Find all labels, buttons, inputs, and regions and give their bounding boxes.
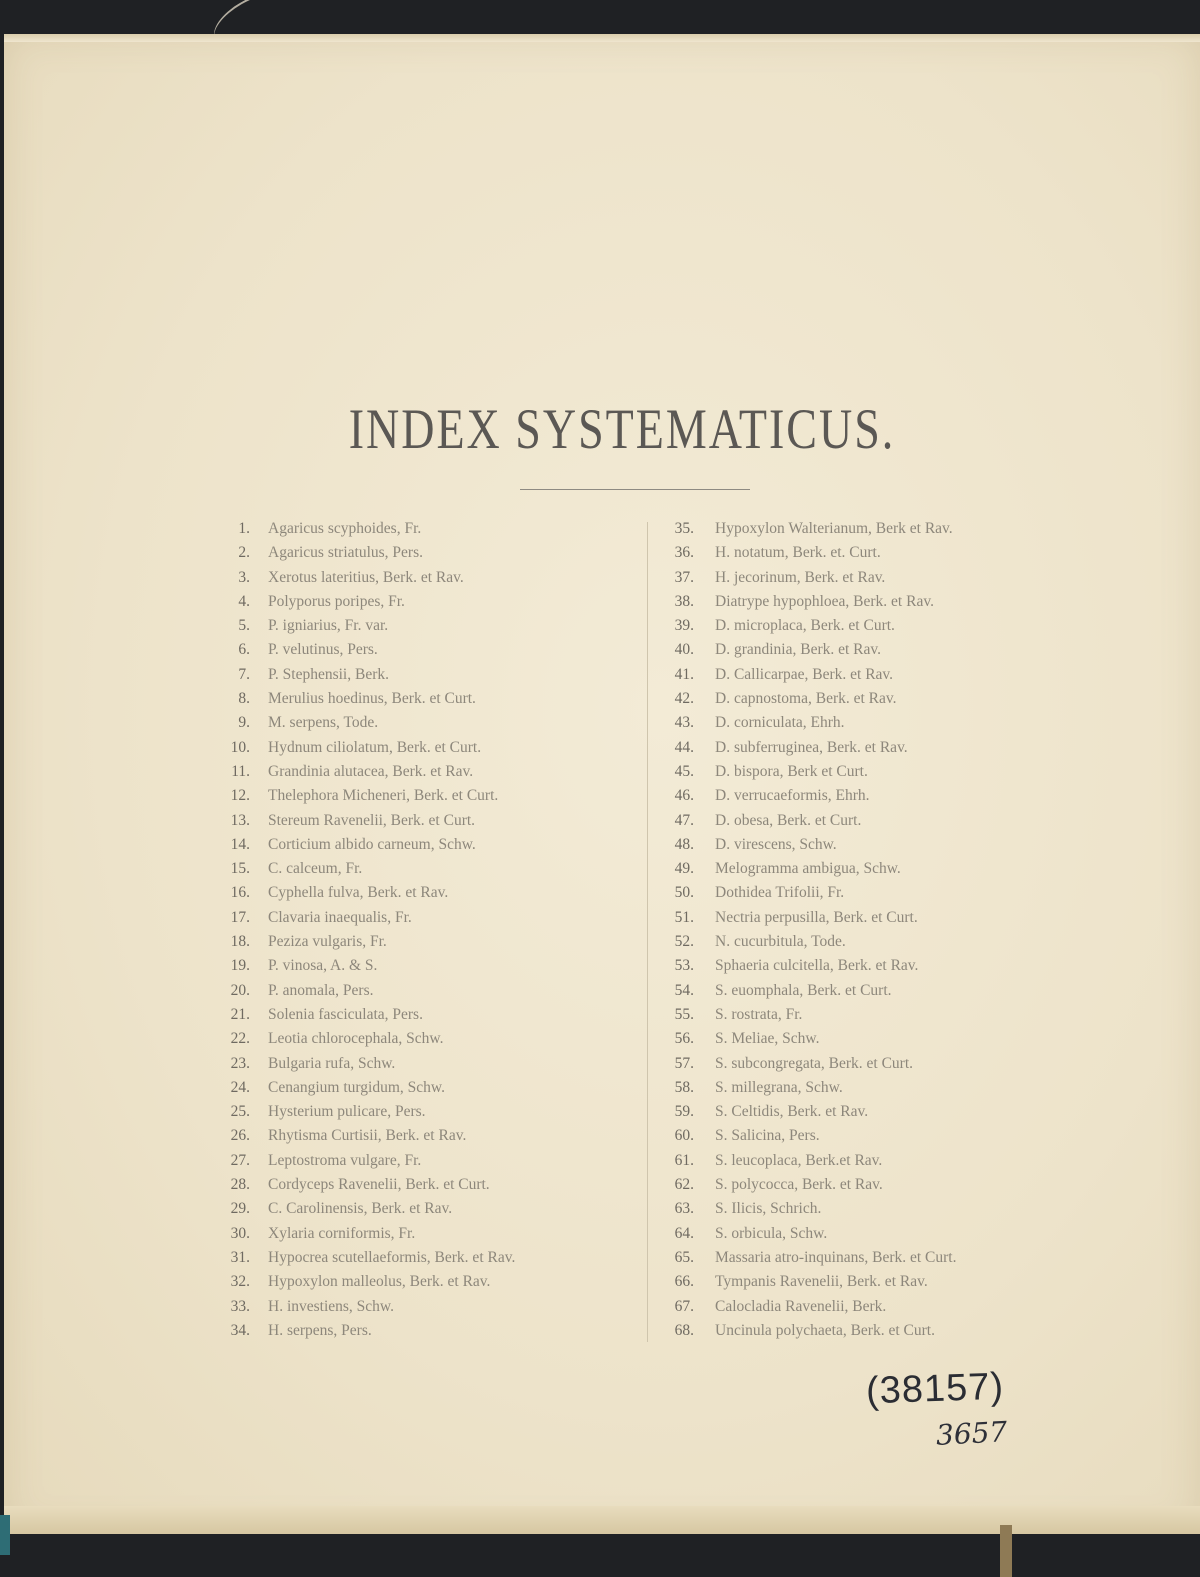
entry-species-name: H. jecorinum, Berk. et Rav. [715, 568, 886, 586]
index-entry [200, 1027, 640, 1051]
entry-species-name: S. euomphala, Berk. et Curt. [715, 981, 892, 999]
index-entry [656, 1003, 1200, 1027]
index-entry [200, 517, 640, 541]
entry-species-name: Polyporus poripes, Fr. [268, 592, 405, 610]
index-entry [656, 784, 1200, 808]
entry-species-name: Thelephora Micheneri, Berk. et Curt. [268, 787, 499, 805]
entry-number: 35. [674, 520, 694, 537]
entry-species-name: P. igniarius, Fr. var. [268, 617, 389, 635]
entry-number: 67. [674, 1297, 694, 1315]
index-entry [200, 614, 640, 638]
entry-species-name: S. millegrana, Schw. [715, 1078, 843, 1096]
entry-species-name: Clavaria inaequalis, Fr. [268, 908, 412, 926]
index-entry [200, 930, 640, 954]
entry-number: 40. [674, 641, 694, 659]
entry-species-name: Massaria atro-inquinans, Berk. et Curt. [715, 1248, 957, 1266]
entry-number: 47. [674, 811, 694, 829]
entry-species-name: Leotia chlorocephala, Schw. [268, 1030, 444, 1048]
index-entry [656, 760, 1200, 784]
index-column-left [200, 517, 640, 1343]
entry-number: 49. [674, 860, 694, 878]
entry-number: 12. [230, 787, 250, 805]
entry-species-name: Uncinula polychaeta, Berk. et Curt. [715, 1321, 935, 1339]
index-entry [200, 906, 640, 930]
entry-species-name: Cordyceps Ravenelii, Berk. et Curt. [268, 1176, 490, 1194]
index-entry [656, 1246, 1200, 1270]
entry-species-name: Hypoxylon malleolus, Berk. et Rav. [268, 1273, 491, 1291]
entry-species-name: H. serpens, Pers. [268, 1321, 372, 1339]
entry-number: 42. [674, 690, 694, 708]
entry-number: 27. [230, 1151, 250, 1169]
index-entry [200, 1003, 640, 1027]
entry-species-name: S. Celtidis, Berk. et Rav. [715, 1103, 869, 1121]
index-entry [200, 663, 640, 687]
handwritten-shelf-mark: 3657 [935, 1415, 1009, 1452]
index-entry [200, 784, 640, 808]
entry-number: 33. [230, 1297, 250, 1315]
index-entry [200, 760, 640, 784]
entry-number: 60. [674, 1127, 694, 1145]
entry-species-name: D. grandinia, Berk. et Rav. [715, 641, 882, 659]
entry-species-name: Agaricus striatulus, Pers. [268, 544, 423, 562]
index-entry [656, 979, 1200, 1003]
index-entry [200, 1270, 640, 1294]
entry-number: 43. [674, 714, 694, 732]
book-page [4, 34, 1200, 1534]
handwritten-accession-number: (38157) [865, 1365, 1005, 1413]
entry-number: 39. [674, 617, 694, 635]
entry-species-name: D. subferruginea, Berk. et Rav. [715, 738, 908, 756]
entry-species-name: D. verrucaeformis, Ehrh. [715, 787, 870, 805]
entry-species-name: Corticium albido carneum, Schw. [268, 835, 476, 853]
entry-species-name: D. virescens, Schw. [715, 835, 837, 853]
cover-corner [0, 1515, 10, 1555]
index-entry [656, 857, 1200, 881]
index-entry [656, 638, 1200, 662]
index-entry [200, 1197, 640, 1221]
entry-number: 44. [674, 738, 694, 756]
entry-number: 18. [230, 933, 250, 951]
column-divider [647, 522, 648, 1342]
entry-number: 29. [230, 1200, 250, 1218]
entry-number: 17. [230, 908, 250, 926]
entry-number: 52. [674, 933, 694, 951]
entry-number: 25. [230, 1103, 250, 1121]
index-entry [200, 638, 640, 662]
index-entry [656, 1076, 1200, 1100]
entry-number: 37. [674, 568, 694, 586]
entry-species-name: Bulgaria rufa, Schw. [268, 1054, 396, 1072]
entry-number: 9. [238, 714, 250, 732]
entry-species-name: M. serpens, Tode. [268, 714, 379, 732]
entry-number: 50. [674, 884, 694, 902]
entry-number: 15. [230, 860, 250, 878]
entry-number: 54. [674, 981, 694, 999]
entry-number: 8. [238, 690, 250, 708]
entry-species-name: S. Meliae, Schw. [715, 1030, 820, 1048]
entry-species-name: Grandinia alutacea, Berk. et Rav. [268, 762, 474, 780]
entry-number: 10. [230, 738, 250, 756]
index-entry [200, 1173, 640, 1197]
entry-species-name: Sphaeria culcitella, Berk. et Rav. [715, 957, 919, 975]
index-entry [200, 711, 640, 735]
index-entry [200, 1295, 640, 1319]
index-entry [200, 1149, 640, 1173]
entry-species-name: S. polycocca, Berk. et Rav. [715, 1176, 883, 1194]
entry-species-name: H. notatum, Berk. et. Curt. [715, 544, 881, 562]
entry-number: 51. [674, 908, 694, 926]
entry-species-name: Leptostroma vulgare, Fr. [268, 1151, 422, 1169]
index-entry [656, 930, 1200, 954]
index-entry [200, 1052, 640, 1076]
entry-species-name: S. Ilicis, Schrich. [715, 1200, 822, 1218]
entry-species-name: Melogramma ambigua, Schw. [715, 860, 901, 878]
entry-number: 56. [674, 1030, 694, 1048]
index-entry [200, 1124, 640, 1148]
entry-species-name: C. calceum, Fr. [268, 860, 363, 878]
entry-number: 5. [238, 617, 250, 635]
index-entry [656, 1222, 1200, 1246]
entry-species-name: S. subcongregata, Berk. et Curt. [715, 1054, 914, 1072]
entry-species-name: C. Carolinensis, Berk. et Rav. [268, 1200, 453, 1218]
index-entry [200, 857, 640, 881]
index-entry [656, 809, 1200, 833]
entry-number: 24. [230, 1078, 250, 1096]
index-entry [656, 1173, 1200, 1197]
index-entry [656, 566, 1200, 590]
entry-number: 58. [674, 1078, 694, 1096]
entry-species-name: D. bispora, Berk et Curt. [715, 762, 868, 780]
page-top-edge [4, 34, 1200, 42]
page-bottom-edge [4, 1506, 1200, 1534]
entry-number: 68. [674, 1321, 694, 1339]
entry-species-name: N. cucurbitula, Tode. [715, 933, 846, 951]
index-entry [656, 906, 1200, 930]
entry-number: 63. [674, 1200, 694, 1218]
entry-number: 61. [674, 1151, 694, 1169]
entry-species-name: Calocladia Ravenelii, Berk. [715, 1297, 887, 1315]
entry-number: 53. [674, 957, 694, 975]
entry-number: 7. [238, 665, 250, 683]
entry-species-name: S. leucoplaca, Berk.et Rav. [715, 1151, 883, 1169]
index-entry [200, 881, 640, 905]
entry-number: 66. [674, 1273, 694, 1291]
entry-species-name: Hysterium pulicare, Pers. [268, 1103, 426, 1121]
entry-number: 36. [674, 544, 694, 562]
entry-number: 48. [674, 835, 694, 853]
index-entry [656, 1295, 1200, 1319]
entry-number: 19. [230, 957, 250, 975]
index-entry [200, 979, 640, 1003]
entry-species-name: D. microplaca, Berk. et Curt. [715, 617, 895, 635]
entry-species-name: Hypocrea scutellaeformis, Berk. et Rav. [268, 1248, 516, 1266]
entry-number: 38. [674, 592, 694, 610]
entry-number: 45. [674, 762, 694, 780]
index-entry [200, 736, 640, 760]
index-entry [200, 1076, 640, 1100]
entry-number: 13. [230, 811, 250, 829]
entry-species-name: P. Stephensii, Berk. [268, 665, 389, 683]
index-entry [200, 809, 640, 833]
entry-number: 22. [230, 1030, 250, 1048]
entry-number: 55. [674, 1005, 694, 1023]
entry-species-name: P. vinosa, A. & S. [268, 957, 378, 975]
index-entry [200, 566, 640, 590]
entry-species-name: Nectria perpusilla, Berk. et Curt. [715, 908, 918, 926]
entry-number: 41. [674, 665, 694, 683]
entry-species-name: S. Salicina, Pers. [715, 1127, 820, 1145]
entry-number: 11. [231, 762, 250, 780]
entry-species-name: S. rostrata, Fr. [715, 1005, 803, 1023]
index-entry [656, 541, 1200, 565]
index-entry [656, 1124, 1200, 1148]
index-entry [656, 736, 1200, 760]
index-entry [656, 1270, 1200, 1294]
entry-species-name: P. anomala, Pers. [268, 981, 374, 999]
index-entry [656, 881, 1200, 905]
index-entry [656, 1052, 1200, 1076]
entry-species-name: Peziza vulgaris, Fr. [268, 933, 387, 951]
entry-number: 20. [230, 981, 250, 999]
entry-number: 1. [238, 520, 250, 537]
index-entry [656, 1197, 1200, 1221]
entry-number: 59. [674, 1103, 694, 1121]
entry-species-name: D. corniculata, Ehrh. [715, 714, 845, 732]
index-entry [200, 590, 640, 614]
entry-species-name: D. obesa, Berk. et Curt. [715, 811, 862, 829]
entry-number: 64. [674, 1224, 694, 1242]
index-entry [200, 541, 640, 565]
entry-species-name: D. capnostoma, Berk. et Rav. [715, 690, 897, 708]
entry-species-name: Solenia fasciculata, Pers. [268, 1005, 423, 1023]
entry-species-name: Diatrype hypophloea, Berk. et Rav. [715, 592, 934, 610]
entry-number: 30. [230, 1224, 250, 1242]
index-entry [656, 954, 1200, 978]
index-entry [656, 687, 1200, 711]
index-entry [656, 833, 1200, 857]
entry-number: 23. [230, 1054, 250, 1072]
index-entry [200, 1246, 640, 1270]
ribbon-marker [1000, 1525, 1012, 1577]
index-entry [656, 590, 1200, 614]
entry-number: 6. [238, 641, 250, 659]
entry-number: 31. [230, 1248, 250, 1266]
entry-number: 65. [674, 1248, 694, 1266]
entry-species-name: Stereum Ravenelii, Berk. et Curt. [268, 811, 476, 829]
entry-species-name: Agaricus scyphoides, Fr. [268, 520, 422, 537]
index-entry [200, 1222, 640, 1246]
index-entry [656, 711, 1200, 735]
index-entry [200, 687, 640, 711]
entry-number: 34. [230, 1321, 250, 1339]
page-title: INDEX SYSTEMATICUS. [348, 396, 896, 461]
index-entry [656, 1100, 1200, 1124]
entry-number: 28. [230, 1176, 250, 1194]
entry-number: 3. [238, 568, 250, 586]
index-entry [200, 1319, 640, 1343]
entry-number: 32. [230, 1273, 250, 1291]
entry-number: 4. [238, 592, 250, 610]
entry-species-name: Hypoxylon Walterianum, Berk et Rav. [715, 520, 953, 537]
entry-number: 46. [674, 787, 694, 805]
index-entry [656, 1149, 1200, 1173]
entry-number: 62. [674, 1176, 694, 1194]
index-entry [656, 1319, 1200, 1343]
entry-number: 57. [674, 1054, 694, 1072]
index-entry [656, 517, 1200, 541]
index-entry [200, 833, 640, 857]
index-entry [656, 1027, 1200, 1051]
index-entry [656, 663, 1200, 687]
entry-species-name: H. investiens, Schw. [268, 1297, 394, 1315]
entry-number: 16. [230, 884, 250, 902]
index-entry [656, 614, 1200, 638]
entry-species-name: Xylaria corniformis, Fr. [268, 1224, 416, 1242]
entry-species-name: Cenangium turgidum, Schw. [268, 1078, 445, 1096]
entry-number: 26. [230, 1127, 250, 1145]
entry-number: 2. [238, 544, 250, 562]
entry-species-name: D. Callicarpae, Berk. et Rav. [715, 665, 894, 683]
entry-species-name: Rhytisma Curtisii, Berk. et Rav. [268, 1127, 467, 1145]
entry-species-name: Cyphella fulva, Berk. et Rav. [268, 884, 449, 902]
entry-species-name: Xerotus lateritius, Berk. et Rav. [268, 568, 464, 586]
entry-number: 21. [230, 1005, 250, 1023]
index-entry [200, 954, 640, 978]
index-column-right [656, 517, 1200, 1343]
entry-number: 14. [230, 835, 250, 853]
entry-species-name: S. orbicula, Schw. [715, 1224, 828, 1242]
entry-species-name: Hydnum ciliolatum, Berk. et Curt. [268, 738, 482, 756]
title-rule [520, 489, 750, 490]
entry-species-name: Dothidea Trifolii, Fr. [715, 884, 845, 902]
entry-species-name: Tympanis Ravenelii, Berk. et Rav. [715, 1273, 928, 1291]
entry-species-name: Merulius hoedinus, Berk. et Curt. [268, 690, 476, 708]
index-entry [200, 1100, 640, 1124]
entry-species-name: P. velutinus, Pers. [268, 641, 378, 659]
